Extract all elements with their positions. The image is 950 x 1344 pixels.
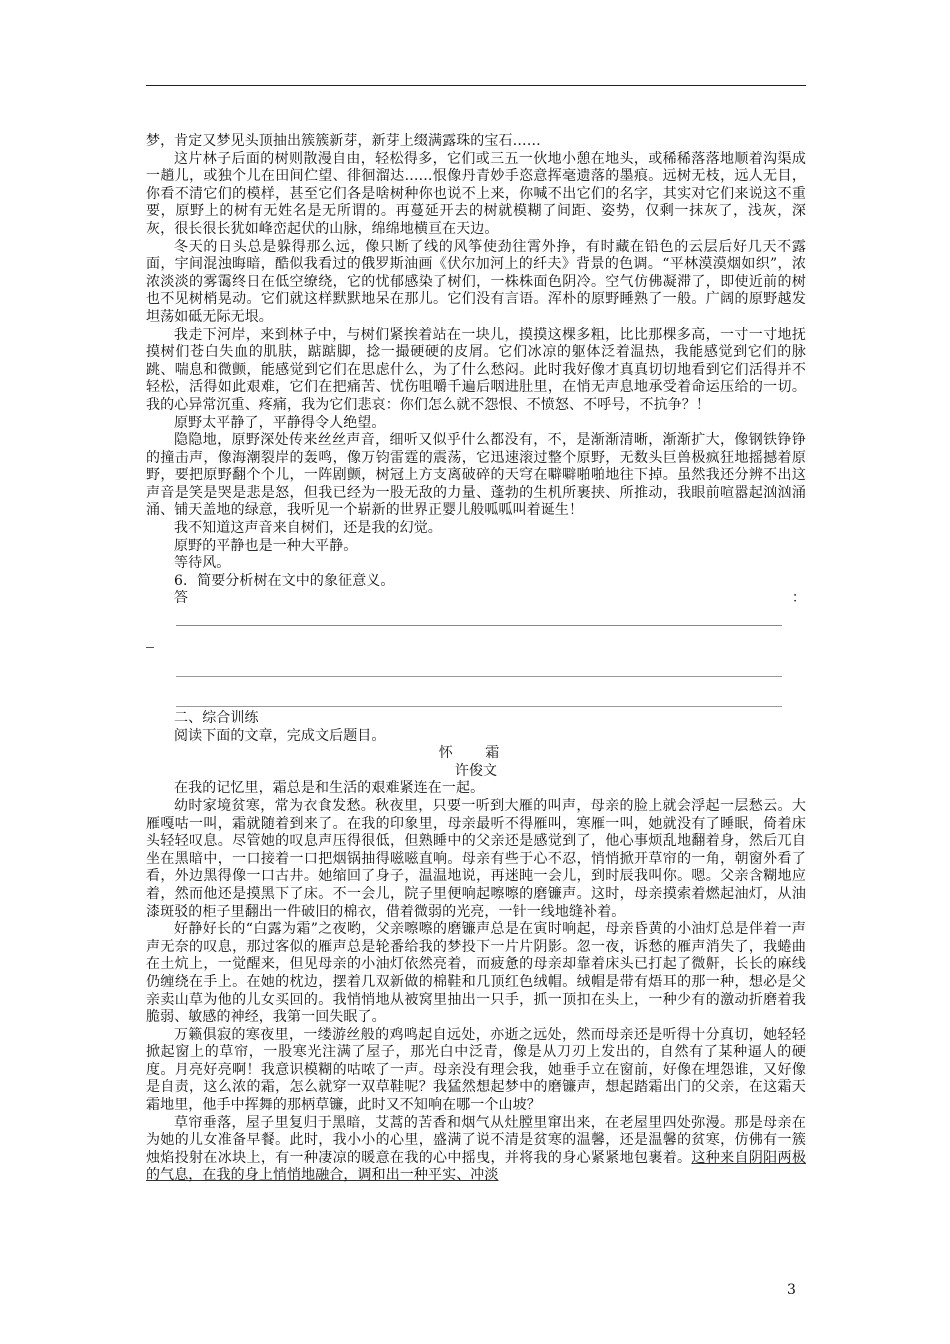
paragraph: 梦，肯定又梦见头顶抽出簇簇新芽，新芽上缀满露珠的宝石…… [146, 133, 541, 149]
answer-row [146, 590, 806, 625]
answer-line[interactable] [176, 676, 782, 677]
paragraph [146, 1115, 806, 1185]
section-heading: 二、综合训练 [174, 710, 259, 726]
article-author: 许俊文 [454, 762, 498, 779]
paragraph: 原野的平静也是一种大平静。 [174, 537, 358, 554]
paragraph: 幼时家境贫寒，常为衣食发愁。秋夜里，只要一听到大雁的叫声，母亲的脸上就会浮起一层愁云。大雁嘎咕一叫，霜就随着到来了。在我的印象里，母亲最听不得雁叫，寒雁一叫，她就没有了睡眠，倚着床头轻轻叹息。尽管她的叹息声压得很低，但熟睡中的父亲还是感觉到了，他心事烦乱地翻着身，然后兀自坐在黑暗中，一口接着一口把烟锅抽得嗞嗞直响。母亲有些于心不忍，悄悄掀开草帘的一角，朝窗外看了看，外边黑得像一口古井。她缩回了身子，温温地说，再迷盹一会儿，到时辰我叫你。嗯。父亲含糊地应着，然而他还是摸黑下了床。不一会儿，院子里便响起嚓嚓的磨镰声。这时，母亲摸索着燃起油灯，从油漆斑驳的柜子里翻出一件破旧的棉衣，借着微弱的光亮，一针一线地缝补着。 [146, 797, 806, 920]
paragraph: 原野太平静了，平静得令人绝望。 [174, 414, 386, 431]
paragraph: 在我的记忆里，霜总是和生活的艰难紧连在一起。 [174, 780, 485, 797]
answer-line[interactable] [176, 625, 782, 626]
paragraph: 等待风。 [174, 555, 231, 572]
paragraph: 我不知道这声音来自树们，还是我的幻觉。 [174, 520, 442, 537]
paragraph: 隐隐地，原野深处传来丝丝声音，细听又似乎什么都没有，不，是渐渐清晰，渐渐扩大，像钢铁铮铮的撞击声，像海潮裂岸的轰鸣，像万钧雷霆的震荡，它迅速滚过整个原野，无数头巨兽极疯狂地摇撼着原野，要把原野翻个个儿，一阵剧颤，树冠上方支离破碎的天穹在噼噼啪啪地往下掉。虽然我还分辨不出这声音是笑是哭是悲是怒，但我已经为一股无敌的力量、蓬勃的生机所裹挟、所推动，我眼前喧嚣起汹汹涌涌、铺天盖地的绿意，我听见一个崭新的世界正婴儿般呱呱叫着诞生！ [146, 432, 806, 519]
paragraph: 万籁俱寂的寒夜里，一缕游丝般的鸡鸣起自远处，亦逝之远处，然而母亲还是听得十分真切，她轻轻掀起窗上的草帘，一股寒光注满了屋子，那光白中泛青，像是从刀刃上发出的，自然有了某种逼人的硬度。月亮好亮啊！我意识模糊的咕哝了一声。母亲没有理会我，她垂手立在窗前，好像在埋怨谁，又好像是自责，这么浓的霜，怎么就穿一双草鞋呢？我猛然想起梦中的磨镰声，想起踏霜出门的父亲，在这霜天霜地里，他手中挥舞的那柄草镰，此时又不知响在哪一个山坡？ [146, 1026, 806, 1114]
paragraph: 我走下河岸，来到林子中，与树们紧挨着站在一块儿，摸摸这棵多粗，比比那棵多高，一寸一寸地抚摸树们苍白失血的肌肤，踮踮脚，捻一撮硬硬的皮屑。它们冰凉的躯体泛着温热，我能感觉到它们的脉跳、喘息和微颤，能感觉到它们在思虑什么，为了什么愁闷。此时我好像才真真切切地看到它们活得并不轻松，活得如此艰难，它们在把痛苦、忧伤咀嚼千遍后咽进肚里，在悄无声息地承受着命运压给的一切。我的心异常沉重、疼痛，我为它们悲哀：你们怎么就不怨恨、不愤怒、不呼号，不抗争？！ [146, 326, 806, 413]
paragraph: 这片林子后面的树则散漫自由，轻松得多，它们或三五一伙地小憩在地头，或稀稀落落地顺着沟渠成一趟儿，或独个儿在田间伫望、徘徊溜达……恨像丹青妙手恣意挥毫遗落的墨痕。远树无枝，远人无目，你看不清它们的模样，甚至它们各是啥树种你也说不上来，你喊不出它们的名字，其实对它们来说这不重要，原野上的树有无姓名是无所谓的。再蔓延开去的树就模糊了间距、姿势，仅剩一抹灰了，浅灰，深灰，很长很长犹如峰峦起伏的山脉，绵绵地横亘在天边。 [146, 150, 806, 237]
article-title: 怀 霜 [438, 745, 514, 762]
paragraph: 冬天的日头总是躲得那么远，像只断了线的风筝使劲往霄外挣，有时藏在铅色的云层后好几天不露面，宇间混浊晦暗，酷似我看过的俄罗斯油画《伏尔加河上的纤夫》背景的色调。“平林漠漠烟如织”，浓浓淡淡的雾霭终日在低空缭绕，它的忧郁感染了树们，一株株面色阴冷。空气仿佛凝滞了，即使近前的树也不见树梢晃动。它们就这样默默地呆在那儿。它们没有言语。浑朴的原野睡熟了一般。广阔的原野越发坦荡如砥无际无垠。 [146, 238, 806, 325]
passage-two [146, 710, 806, 1185]
underlined-sentence: 这种来自阴阳两极的气息，在我的身上悄悄地融合，调和出一种平实、冲淡 [146, 1149, 806, 1184]
answer-line[interactable] [176, 706, 782, 707]
dash-mark [146, 647, 154, 648]
instruction: 阅读下面的文章，完成文后题目。 [174, 727, 386, 744]
passage-one [146, 133, 806, 626]
answer-label: 答： [174, 590, 806, 607]
page-number: 3 [787, 1282, 796, 1298]
paragraph: 好静好长的“白露为霜”之夜哟，父亲嚓嚓的磨镰声总是在寅时响起，母亲昏黄的小油灯总是伴着一声声无奈的叹息，那过客似的雁声总是轮番给我的梦投下一片片阴影。忽一夜，诉愁的雁声消失了，我蜷曲在土炕上，一觉醒来，但见母亲的小油灯依然亮着，而疲惫的母亲却靠着床头已打起了微鼾，长长的麻线仍缠绕在手上。在她的枕边，摆着几双新做的棉鞋和几顶红色绒帽。绒帽是带有焐耳的那一种，想必是父亲卖山草为他的儿女买回的。我悄悄地从被窝里抽出一只手，抓一顶扣在头上，一种少有的激动折磨着我脆弱、敏感的神经，我第一回失眠了。 [146, 921, 806, 1026]
paragraph-text: 草帘垂落，屋子里复归于黑暗，艾蒿的苦香和烟气从灶膛里窜出来，在老屋里四处弥漫。那是母亲在为她的儿女准备早餐。此时，我小小的心里，盛满了说不清是贫寒的温馨，还是温馨的贫寒，仿佛有一簇烛焰投射在冰块上，有一种凄凉的暖意在我的心中摇曳，并将我的身心紧紧地包裹着。 [146, 1114, 806, 1166]
header-rule [146, 85, 806, 86]
question-6: 6．简要分析树在文中的象征意义。 [174, 572, 395, 589]
